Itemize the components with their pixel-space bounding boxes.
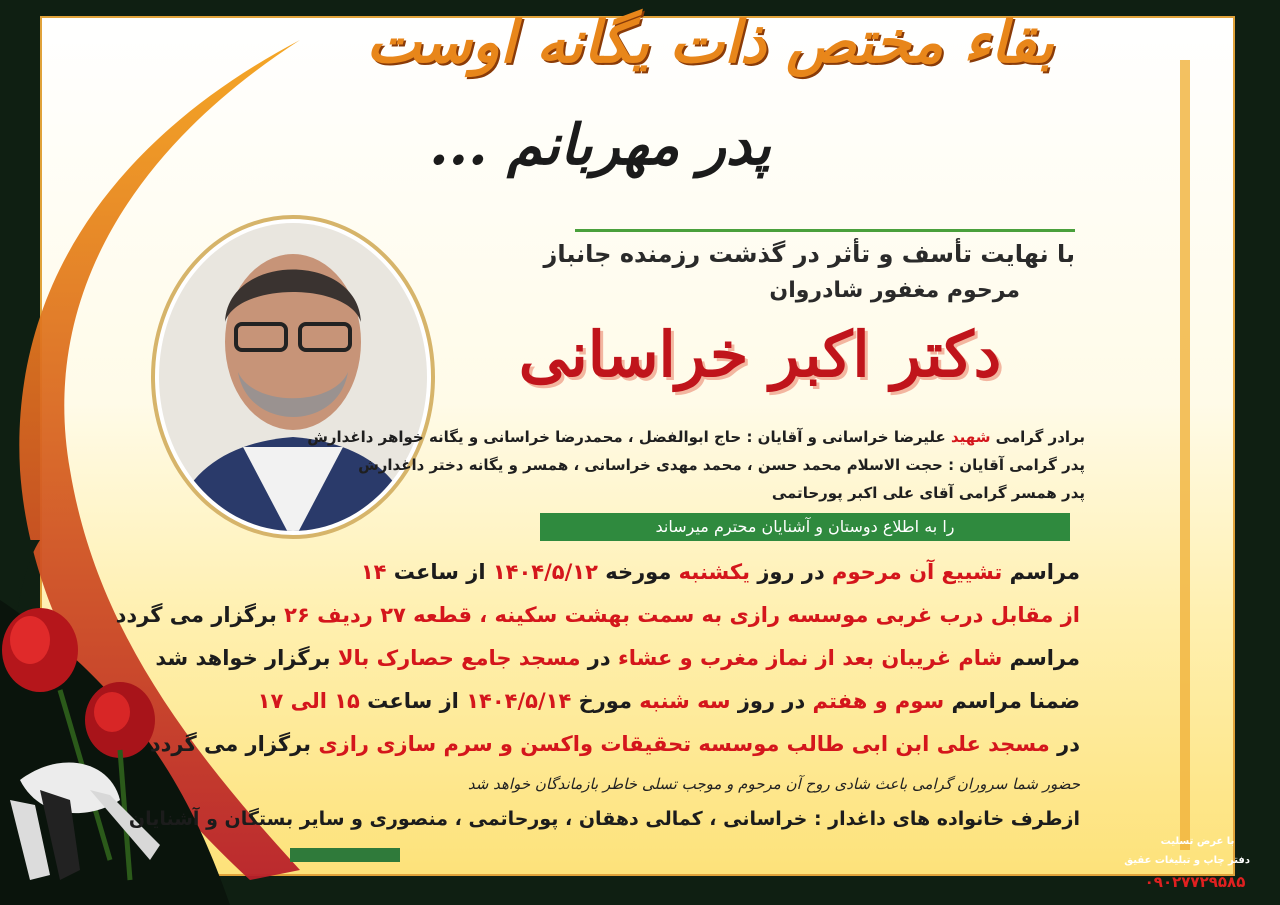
family-row-2: پدر گرامی آقایان : حجت الاسلام محمد حسن ، محمد مهدی خراسانی ، همسر و یگانه دختر داغدارش xyxy=(358,456,1085,474)
ceremony-line-4: ضمنا مراسم سوم و هفتم در روز سه شنبه مورخ ۱۴۰۴/۵/۱۴ از ساعت ۱۵ الی ۱۷ xyxy=(257,689,1080,713)
ceremony-line-5: در مسجد علی ابن ابی طالب موسسه تحقیقات واکسن و سرم سازی رازی برگزار می گردد xyxy=(149,732,1080,756)
portrait-photo xyxy=(148,212,438,542)
intro-line-2: مرحوم مغفور شادروان xyxy=(769,278,1020,303)
closing-note: حضور شما سروران گرامی باعث شادی روح آن مرحوم و موجب تسلی خاطر بازماندگان خواهد شد xyxy=(467,775,1080,793)
family-row-3: پدر همسر گرامی آقای علی اکبر پورحاتمی xyxy=(771,484,1085,502)
divider xyxy=(575,229,1075,232)
intro-line-1: با نهایت تأسف و تأثر در گذشت رزمنده جانباز xyxy=(543,240,1075,268)
family-row-1: برادر گرامی شهید علیرضا خراسانی و آقایان : حاج ابوالفضل ، محمدرضا خراسانی و یگانه خواهر داغدارش xyxy=(307,428,1085,446)
signature-line-1: با عرض تسلیت xyxy=(1160,836,1235,847)
ceremony-line-1: مراسم تشییع آن مرحوم در روز یکشنبه مورخه ۱۴۰۴/۵/۱۲ از ساعت ۱۴ xyxy=(360,560,1080,584)
header-calligraphy: بقاء مختص ذات یگانه اوست xyxy=(366,8,1054,76)
ceremony-line-3: مراسم شام غریبان بعد از نماز مغرب و عشاء در مسجد جامع حصارک بالا برگزار خواهد شد xyxy=(155,646,1080,670)
ceremony-line-2: از مقابل درب غربی موسسه رازی به سمت بهشت سکینه ، قطعه ۲۷ ردیف ۲۶ برگزار می گردد xyxy=(115,603,1080,627)
deceased-name: دکتر اکبر خراسانی xyxy=(518,318,1002,391)
footer-bar xyxy=(290,848,400,862)
signature-phone: ۰۹۰۲۷۷۲۹۵۸۵ xyxy=(1144,873,1246,891)
from-families: ازطرف خانواده های داغدار : خراسانی ، کمالی دهقان ، پورحاتمی ، منصوری و سایر بستگان و آشنایان xyxy=(128,808,1080,830)
signature-line-2: دفتر چاپ و تبلیغات عقیق xyxy=(1124,855,1250,866)
header-pedar: پدر مهربانم ... xyxy=(429,112,771,178)
announcement-banner: را به اطلاع دوستان و آشنایان محترم میرساند xyxy=(540,513,1070,541)
